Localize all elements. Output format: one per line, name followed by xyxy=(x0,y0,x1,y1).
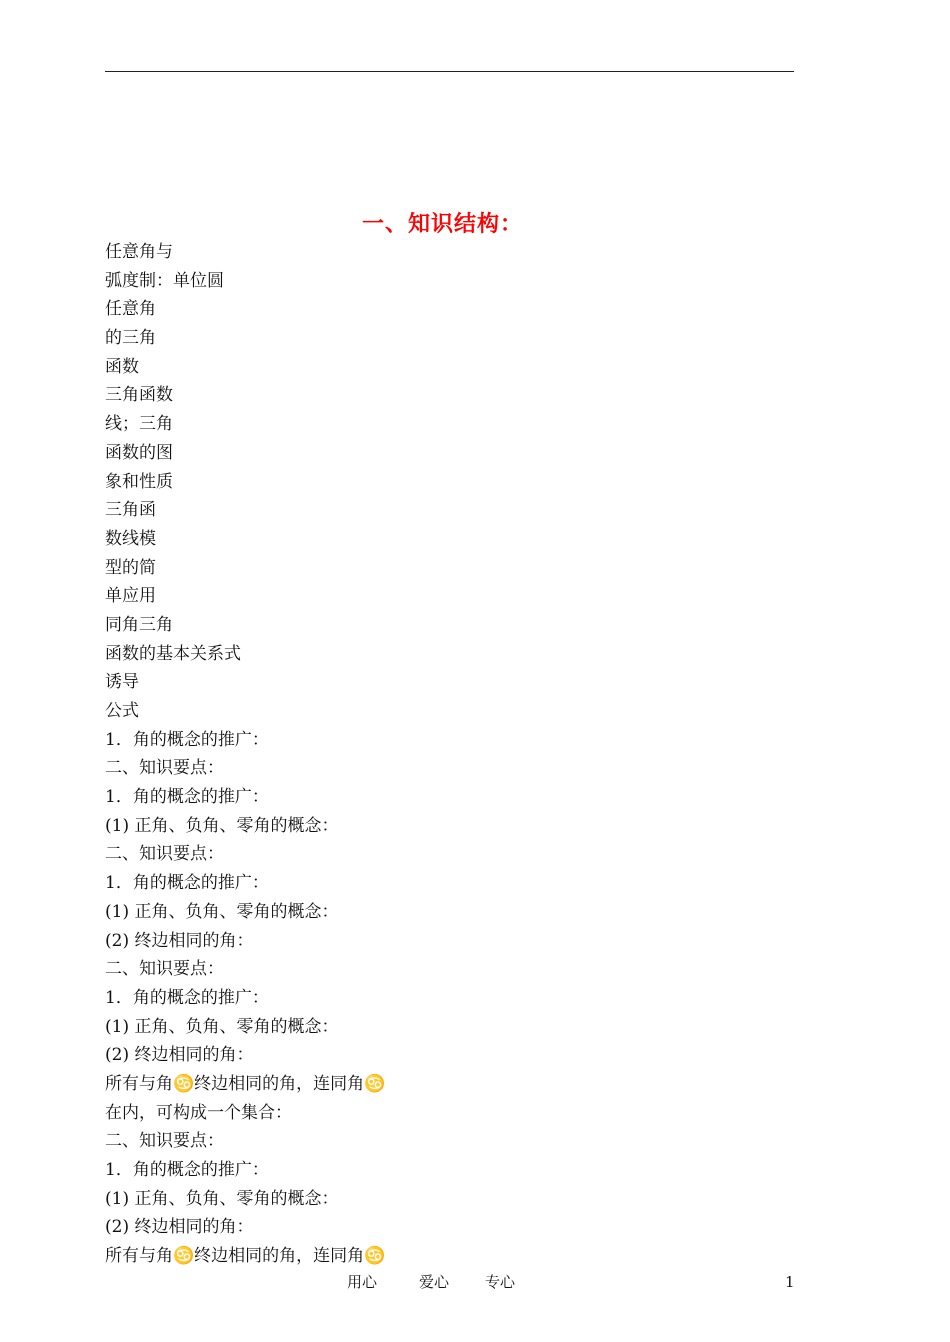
text-line: (1) 正角、负角、零角的概念： xyxy=(105,1188,339,1209)
text-line: 1．角的概念的推广： xyxy=(105,729,269,750)
text-line: 函数 xyxy=(105,356,139,377)
footer-motto-3: 专心 xyxy=(485,1273,516,1291)
text-line: 公式 xyxy=(105,701,139,721)
text-line: 二、知识要点： xyxy=(105,959,224,980)
text-line: 任意角 xyxy=(105,299,156,320)
text-line: 三角函数 xyxy=(105,385,173,406)
page-number: 1 xyxy=(785,1273,795,1291)
text-line: (1) 正角、负角、零角的概念： xyxy=(105,901,339,922)
text-line: 任意角与 xyxy=(105,242,173,262)
header-rule xyxy=(105,71,794,72)
page-footer xyxy=(0,1270,950,1294)
text-line: 1．角的概念的推广： xyxy=(105,873,269,894)
text-line: 型的简 xyxy=(105,557,156,578)
text-line: 弧度制：单位圆 xyxy=(105,270,224,291)
text-line: 单应用 xyxy=(105,586,156,607)
text-line: 1．角的概念的推广： xyxy=(105,787,269,808)
text-line: (2) 终边相同的角： xyxy=(105,1045,254,1066)
text-line: 1．角的概念的推广： xyxy=(105,987,269,1008)
text-line: 所有与角♋终边相同的角，连同角♋ xyxy=(105,1246,386,1267)
text-line: 二、知识要点： xyxy=(105,844,224,865)
text-line: 象和性质 xyxy=(105,471,173,492)
text-line: (1) 正角、负角、零角的概念： xyxy=(105,1016,339,1037)
text-line: 二、知识要点： xyxy=(105,1131,224,1152)
text-line: 数线模 xyxy=(105,528,156,549)
footer-motto-1: 用心 xyxy=(347,1273,378,1291)
footer-motto xyxy=(347,1270,515,1294)
text-line: 的三角 xyxy=(105,328,156,349)
text-line: (2) 终边相同的角： xyxy=(105,1217,254,1238)
text-line: 函数的基本关系式 xyxy=(105,643,241,664)
text-line: 线；三角 xyxy=(105,414,173,435)
text-line: 在内，可构成一个集合： xyxy=(105,1102,292,1123)
text-line: 所有与角♋终边相同的角，连同角♋ xyxy=(105,1073,386,1094)
text-line: (1) 正角、负角、零角的概念： xyxy=(105,815,339,836)
text-line: 诱导 xyxy=(105,672,139,693)
text-line: 函数的图 xyxy=(105,442,173,463)
body-text xyxy=(105,238,385,1271)
footer-motto-2: 爱心 xyxy=(419,1273,450,1291)
text-line: 二、知识要点： xyxy=(105,758,224,779)
text-line: 同角三角 xyxy=(105,614,173,635)
section-title: 一、知识结构： xyxy=(361,212,523,237)
text-line: 1．角的概念的推广： xyxy=(105,1160,269,1180)
text-line: 三角函 xyxy=(105,500,156,521)
text-line: (2) 终边相同的角： xyxy=(105,930,254,951)
